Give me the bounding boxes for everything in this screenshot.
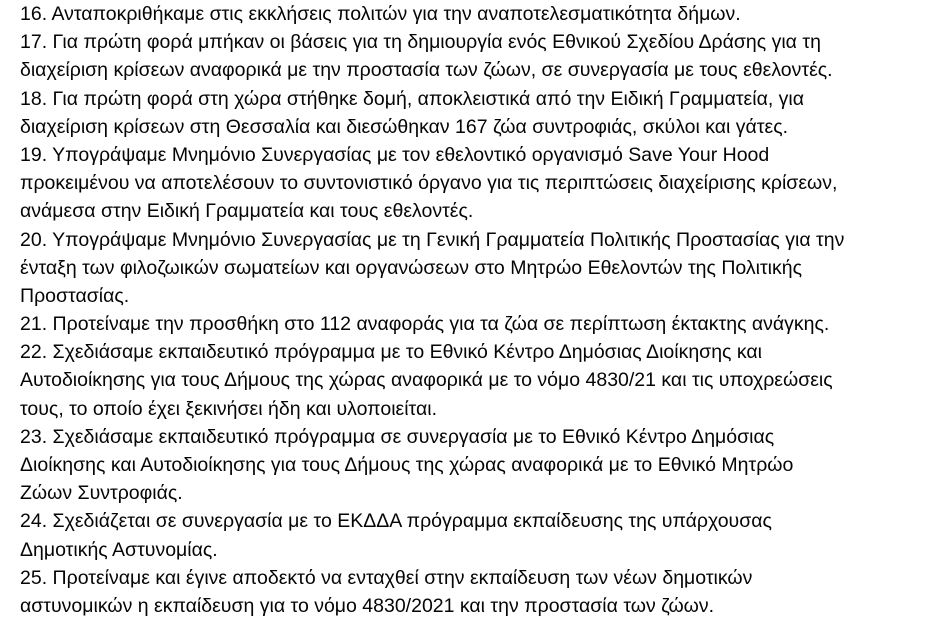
post-line-25b: αστυνομικών η εκπαίδευση για το νόμο 4830/2021 και την προστασία των ζώων. <box>20 594 715 617</box>
post-line-17a: 17. Για πρώτη φορά μπήκαν οι βάσεις για τη δημιουργία ενός Εθνικού Σχεδίου Δράσης για τη <box>20 31 821 54</box>
post-line-23a: 23. Σχεδιάσαμε εκπαιδευτικό πρόγραμμα σε συνεργασία με το Εθνικό Κέντρο Δημόσιας <box>20 425 775 448</box>
post-line-23b: Διοίκησης και Αυτοδιοίκησης για τους Δήμους της χώρας αναφορικά με το Εθνικό Μητρώο <box>20 454 794 476</box>
post-line-21: 21. Προτείναμε την προσθήκη στο 112 αναφοράς για τα ζώα σε περίπτωση έκτακτης ανάγκης. <box>20 313 830 336</box>
post-line-22b: Αυτοδιοίκησης για τους Δήμους της χώρας αναφορικά με το νόμο 4830/21 και τις υποχρεώσεις <box>20 369 833 392</box>
post-line-24a: 24. Σχεδιάζεται σε συνεργασία με το ΕΚΔΔΑ πρόγραμμα εκπαίδευσης της υπάρχουσας <box>20 510 772 533</box>
post-line-19b: προκειμένου να αποτελέσουν το συντονιστικό όργανο για τις περιπτώσεις διαχείρισης κρίσεων, <box>20 172 838 195</box>
post-line-17b: διαχείριση κρίσεων αναφορικά με την προστασία των ζώων, σε συνεργασία με τους εθελοντές. <box>20 59 833 82</box>
post-line-19a: 19. Υπογράψαμε Μνημόνιο Συνεργασίας με τον εθελοντικό οργανισμό Save Your Hood <box>20 143 770 166</box>
post-line-24b: Δημοτικής Αστυνομίας. <box>20 538 218 561</box>
post-line-22a: 22. Σχεδιάσαμε εκπαιδευτικό πρόγραμμα με το Εθνικό Κέντρο Δημόσιας Διοίκησης και <box>20 341 762 364</box>
post-line-20a: 20. Υπογράψαμε Μνημόνιο Συνεργασίας με τη Γενική Γραμματεία Πολιτικής Προστασίας για την <box>20 228 845 251</box>
post-body <box>20 0 930 620</box>
post-line-25a: 25. Προτείναμε και έγινε αποδεκτό να ενταχθεί στην εκπαίδευση των νέων δημοτικών <box>20 566 753 589</box>
post-line-20c: Προστασίας. <box>20 284 130 307</box>
post-line-22c: τους, το οποίο έχει ξεκινήσει ήδη και υλοποιείται. <box>20 397 438 420</box>
post-line-19c: ανάμεσα στην Ειδική Γραμματεία και τους εθελοντές. <box>20 200 474 223</box>
post-line-16: 16. Ανταποκριθήκαμε στις εκκλήσεις πολιτών για την αναποτελεσματικότητα δήμων. <box>20 3 741 25</box>
post-line-18b: διαχείριση κρίσεων στη Θεσσαλία και διεσώθηκαν 167 ζώα συντροφιάς, σκύλοι και γάτες. <box>20 115 789 138</box>
post-line-18a: 18. Για πρώτη φορά στη χώρα στήθηκε δομή, αποκλειστικά από την Ειδική Γραμματεία, για <box>20 87 805 110</box>
post-line-20b: ένταξη των φιλοζωικών σωματείων και οργανώσεων στο Μητρώο Εθελοντών της Πολιτικής <box>20 256 803 279</box>
post-line-23c: Ζώων Συντροφιάς. <box>20 482 183 505</box>
